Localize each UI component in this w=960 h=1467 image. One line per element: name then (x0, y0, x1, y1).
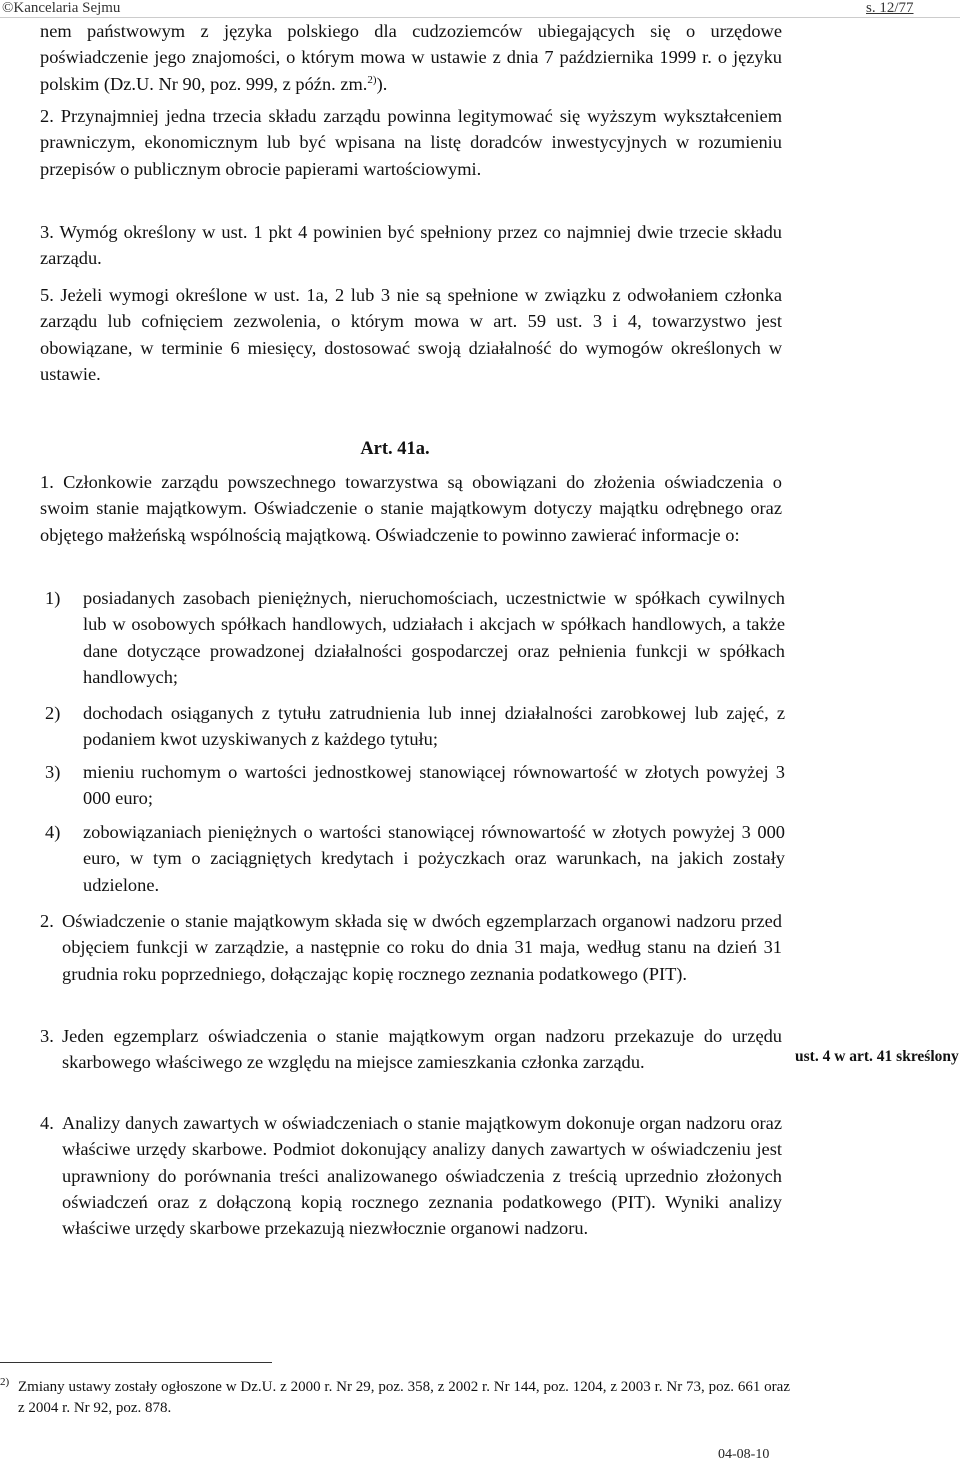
list-item-text: zobowiązaniach pieniężnych o wartości stanowiącej równowartość w złotych powyżej 3 000 euro, w tym o zaciągniętych kredytach i pożyczkach oraz warunkach, na jakich zostały udzielone. (83, 822, 785, 895)
footnote-divider (0, 1362, 272, 1363)
list-item-number: 4) (45, 822, 61, 842)
intro-tail: ). (376, 73, 388, 94)
intro-paragraph (40, 18, 782, 97)
paragraph-2: 2. Przynajmniej jedna trzecia składu zarządu powinna legitymować się wyższym wykształceniem prawniczym, ekonomicznym lub być wpisana na listę doradców inwestycyjnych w rozumieniu przepisów o publicznym obrocie papierami wartościowymi. (40, 106, 782, 179)
footnote (0, 1377, 790, 1419)
list-item-text: mieniu ruchomym o wartości jednostkowej stanowiącej równowartość w złotych powyżej 3 000 euro; (83, 762, 785, 809)
paragraph-text: Analizy danych zawartych w oświadczeniach o stanie majątkowym dokonuje organ nadzoru oraz właściwe urzędy skarbowe. Podmiot dokonujący analizy danych zawartych w oświadczeniu jest uprawniony do porównania treści analizowanego oświadczenia z treścią uprzednio złożonych oświadczeń oraz z dołączoną kopią rocznego zeznania podatkowego (PIT). Wyniki analizy właściwe urzędy skarbowe przekazują niezwłocznie organowi nadzoru. (62, 1113, 782, 1239)
list-item (45, 759, 785, 812)
paragraph-text: Członkowie zarządu powszechnego towarzystwa są obowiązani do złożenia oświadczenia o swoim stanie majątkowym. Oświadczenie o stanie majątkowym dotyczy majątku odrębnego oraz objętego małżeńską wspólnością majątkową. Oświadczenie to powinno zawierać informacje o: (40, 472, 782, 545)
list-item (45, 819, 785, 898)
list-item-text: dochodach osiąganych z tytułu zatrudnienia lub innej działalności zarobkowej lub zajęć, z podaniem kwot uzyskiwanych z każdego tytułu; (83, 703, 785, 750)
document-date: 04-08-10 (718, 1447, 770, 1462)
paragraph-5: 5. Jeżeli wymogi określone w ust. 1a, 2 lub 3 nie są spełnione w związku z odwołaniem członka zarządu lub cofnięciem zezwolenia, o którym mowa w art. 59 ust. 3 i 4, towarzystwo jest obowiązane, w terminie 6 miesięcy, dostosować swoją działalność do wymogów określonych w ustawie. (40, 285, 782, 384)
article-paragraph-4 (40, 1110, 782, 1241)
article-paragraph-3 (40, 1023, 782, 1076)
list-item (45, 700, 785, 753)
list-item-number: 3) (45, 762, 61, 782)
intro-text: nem państwowym z języka polskiego dla cudzoziemców ubiegających się o urzędowe poświadczenie jego znajomości, o którym mowa w ustawie z dnia 7 października 1999 r. o języku polskim (Dz.U. Nr 90, poz. 999, z późn. zm. (40, 21, 782, 94)
footnote-text: Zmiany ustawy zostały ogłoszone w Dz.U. z 2000 r. Nr 29, poz. 358, z 2002 r. Nr 144, poz. 1204, z 2003 r. Nr 73, poz. 661 oraz z 2004 r. Nr 92, poz. 878. (18, 1379, 790, 1416)
margin-note: ust. 4 w art. 41 skreślony (795, 1048, 959, 1065)
article-paragraph-1 (40, 469, 782, 548)
paragraph-3: 3. Wymóg określony w ust. 1 pkt 4 powinien być spełniony przez co najmniej dwie trzecie składu zarządu. (40, 222, 782, 269)
list-item-number: 1) (45, 588, 61, 608)
footnote-ref[interactable]: 2) (367, 73, 377, 86)
list-item-number: 2) (45, 703, 61, 723)
list-item (45, 585, 785, 690)
paragraph-number: 2. (40, 911, 54, 931)
paragraph-number: 4. (40, 1113, 54, 1133)
header-source: ©Kancelaria Sejmu (2, 0, 121, 16)
paragraph-text: Jeden egzemplarz oświadczenia o stanie majątkowym organ nadzoru przekazuje do urzędu skarbowego właściwego ze względu na miejsce zamieszkania członka zarządu. (62, 1026, 782, 1073)
paragraph-number: 3. (40, 1026, 54, 1046)
paragraph-number: 1. (40, 472, 54, 492)
article-paragraph-2 (40, 908, 782, 987)
page-number[interactable]: s. 12/77 (866, 0, 914, 16)
paragraph-text: Oświadczenie o stanie majątkowym składa się w dwóch egzemplarzach organowi nadzoru przed objęciem funkcji w zarządzie, a następnie co roku do dnia 31 maja, według stanu na dzień 31 grudnia roku poprzedniego, dołączając kopię rocznego zeznania podatkowego (PIT). (62, 911, 782, 984)
article-title: Art. 41a. (360, 439, 430, 459)
footnote-mark: 2) (0, 1376, 10, 1388)
list-item-text: posiadanych zasobach pieniężnych, nieruchomościach, uczestnictwie w spółkach cywilnych lub w osobowych spółkach handlowych, udziałach i akcjach w spółkach handlowych, a także dane dotyczące prowadzonej działalności gospodarczej oraz pełnienia funkcji w spółkach handlowych; (83, 588, 785, 687)
